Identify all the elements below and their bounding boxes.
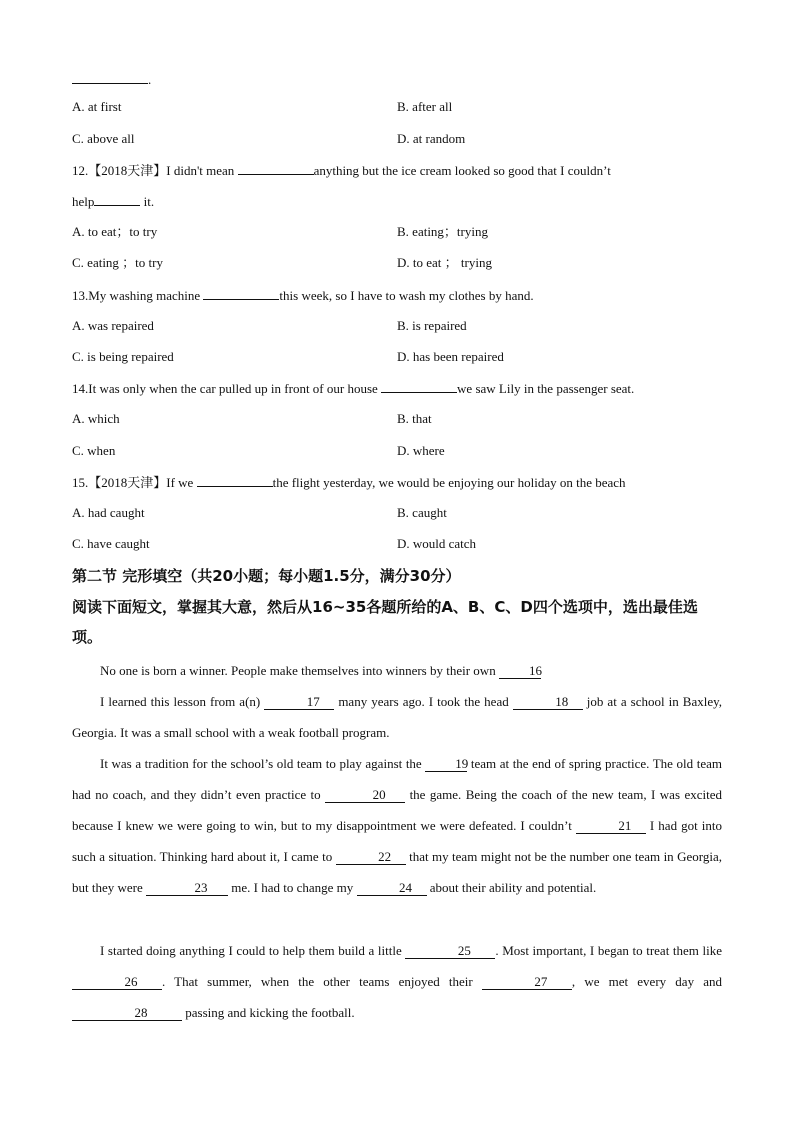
question-14: [72, 379, 634, 398]
question-15: [72, 473, 626, 492]
passage-text: I started doing anything I could to help them build a little: [100, 943, 406, 958]
passage-text: team at the end of spring practice. The old team had no coach, and they didn’t even practice to: [72, 756, 722, 802]
question-text: anything but the ice cream looked so good that I couldn’t: [313, 163, 611, 178]
cloze-blank-20: 20: [325, 788, 405, 803]
cloze-blank-24: 24: [357, 881, 427, 896]
answer-blank: [381, 379, 457, 393]
option-d: D. to eat ； trying: [397, 255, 492, 270]
passage-paragraph-2: [72, 686, 722, 748]
question-13: [72, 286, 534, 305]
option-b: B. caught: [397, 505, 447, 520]
question-text: 15.【2018天津】If we: [72, 475, 197, 490]
cloze-blank-17: 17: [264, 695, 334, 710]
option-c: C. is being repaired: [72, 349, 174, 364]
answer-blank: [72, 70, 148, 84]
cloze-blank-25: 25: [405, 944, 495, 959]
section-title: 第二节 完形填空（共20小题；每小题1.5分，满分30分）: [72, 567, 461, 585]
passage-text: No one is born a winner. People make themselves into winners by their own: [100, 663, 499, 678]
cloze-blank-26: 26: [72, 975, 162, 990]
passage-paragraph-1: [72, 655, 722, 686]
option-d: D. at random: [397, 131, 466, 146]
passage-text: me. I had to change my: [228, 880, 357, 895]
option-b: B. that: [397, 411, 432, 426]
cloze-blank-19: 19: [425, 757, 467, 772]
answer-blank: [197, 473, 273, 487]
option-b: B. after all: [397, 99, 453, 114]
passage-text: many years ago. I took the head: [334, 694, 513, 709]
question-12: [72, 161, 611, 180]
option-c: C. when: [72, 443, 116, 458]
section-instruction-cont: 项。: [72, 628, 103, 646]
cloze-blank-23: 23: [146, 881, 228, 896]
passage-text: passing and kicking the football.: [182, 1005, 355, 1020]
passage-text: I learned this lesson from a(n): [100, 694, 265, 709]
option-a: A. to eat；to try: [72, 224, 158, 239]
question-text: 14.It was only when the car pulled up in front of our house: [72, 381, 382, 396]
passage-paragraph-4: [72, 935, 722, 1028]
option-b: B. eating；trying: [397, 224, 488, 239]
passage-text: I had got into such a situation. Thinking hard about it, I came to: [72, 818, 722, 864]
option-d: D. where: [397, 443, 445, 458]
cloze-blank-18: 18: [513, 695, 583, 710]
option-c: C. above all: [72, 131, 135, 146]
question-text: we saw Lily in the passenger seat.: [457, 381, 635, 396]
cloze-blank-28: 28: [72, 1006, 182, 1021]
passage-text: the game. Being the coach of the new team, I was excited because I knew we were going to win, but to my disappointment we were defeated. I couldn’t: [72, 787, 722, 833]
cloze-blank-22: 22: [336, 850, 406, 865]
cloze-blank-16: 16: [499, 664, 541, 679]
passage-text: job at a school in Baxley, Georgia. It was a small school with a weak football program.: [72, 694, 723, 740]
option-d: D. would catch: [397, 536, 477, 551]
question-text: help: [72, 194, 95, 209]
answer-blank: [238, 161, 314, 175]
question-text: .: [148, 72, 152, 87]
question-text: 12.【2018天津】I didn't mean: [72, 163, 238, 178]
passage-text: about their ability and potential.: [426, 880, 597, 895]
passage-text: . That summer, when the other teams enjoyed their: [162, 974, 482, 989]
answer-blank: [203, 286, 279, 300]
option-c: C. have caught: [72, 536, 150, 551]
cloze-blank-21: 21: [576, 819, 646, 834]
section-instruction: 阅读下面短文，掌握其大意，然后从16~35各题所给的A、B、C、D四个选项中，选出最佳选: [72, 598, 698, 616]
question-text: the flight yesterday, we would be enjoying our holiday on the beach: [272, 475, 626, 490]
question-text: this week, so I have to wash my clothes by hand.: [279, 288, 534, 303]
answer-blank: [94, 192, 140, 206]
option-a: A. was repaired: [72, 318, 154, 333]
option-a: A. had caught: [72, 505, 145, 520]
passage-paragraph-3: [72, 748, 722, 903]
option-a: A. which: [72, 411, 120, 426]
option-d: D. has been repaired: [397, 349, 504, 364]
option-c: C. eating ；to try: [72, 255, 163, 270]
question-12-line2: [72, 192, 154, 211]
question-text: 13.My washing machine: [72, 288, 204, 303]
question-11-tail: [72, 70, 151, 89]
passage-text: It was a tradition for the school’s old team to play against the: [100, 756, 426, 771]
passage-text: . Most important, I began to treat them like: [495, 943, 722, 958]
option-b: B. is repaired: [397, 318, 467, 333]
option-a: A. at first: [72, 99, 122, 114]
passage-text: that my team might not be the number one team in Georgia, but they were: [72, 849, 722, 895]
question-text: it.: [140, 194, 155, 209]
passage-text: , we met every day and: [571, 974, 722, 989]
cloze-blank-27: 27: [482, 975, 572, 990]
